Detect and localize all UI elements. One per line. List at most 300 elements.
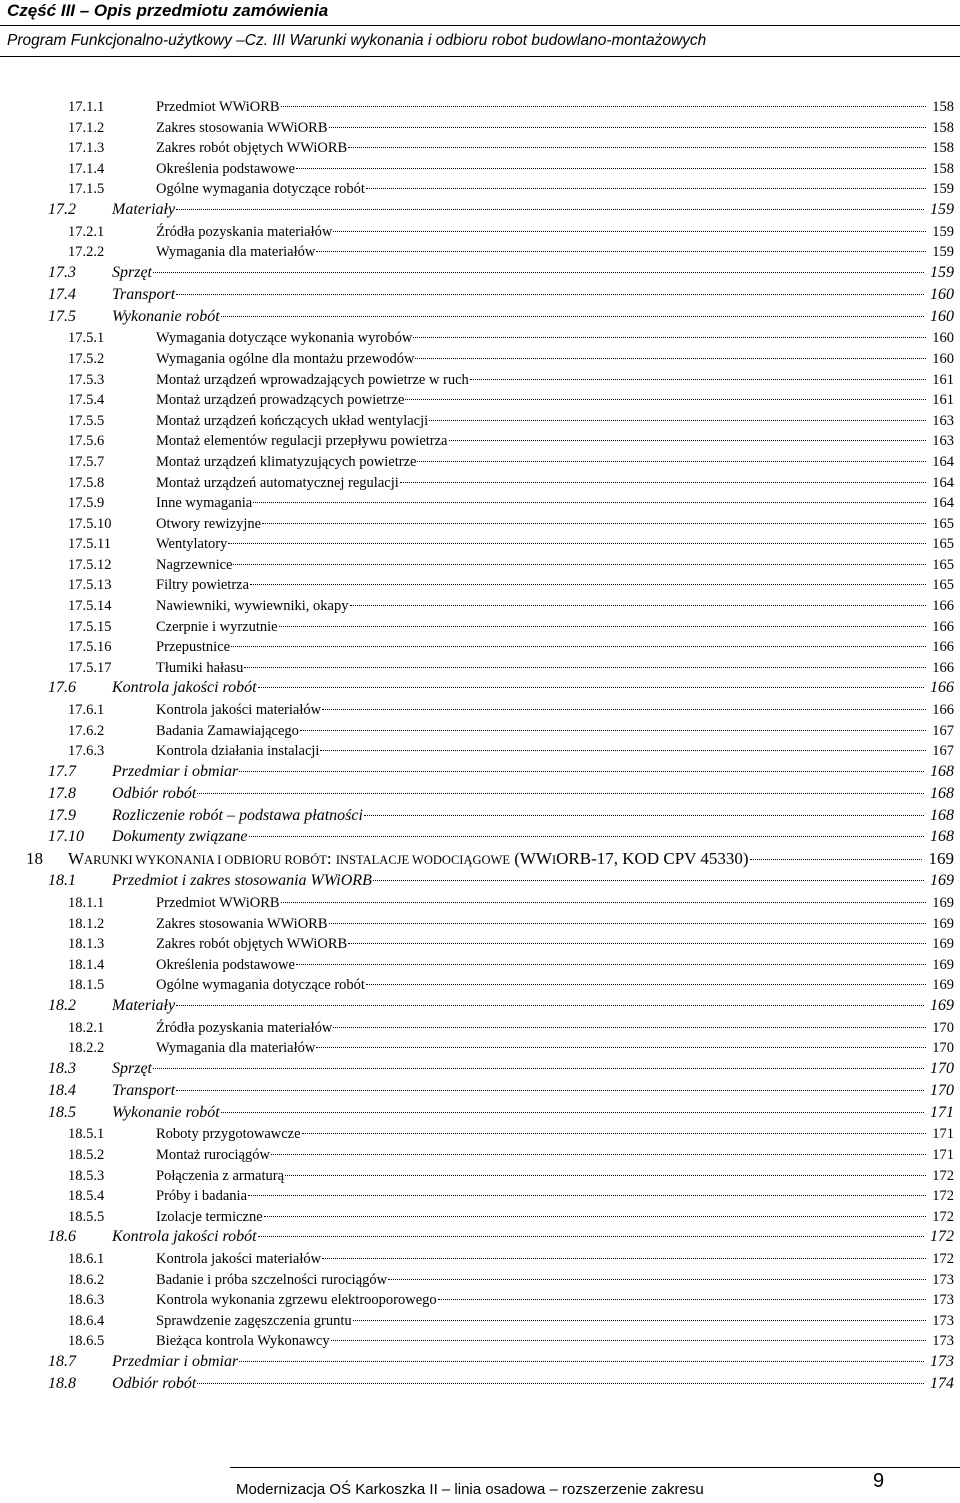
toc-entry-title: Bieżąca kontrola Wykonawcy [156, 1331, 954, 1351]
toc-entry-title-part: : [326, 849, 336, 869]
toc-entry[interactable] [0, 575, 960, 596]
toc-entry[interactable] [0, 975, 960, 996]
toc-entry-title: Kontrola jakości materiałów [156, 700, 954, 720]
toc-dot-leader [253, 502, 926, 503]
toc-entry[interactable] [0, 784, 960, 806]
toc-entry-page: 173 [932, 1312, 954, 1329]
toc-dot-leader [331, 1340, 926, 1341]
toc-entry[interactable] [0, 222, 960, 243]
toc-entry[interactable] [0, 452, 960, 473]
toc-entry[interactable] [0, 493, 960, 514]
toc-entry-title: Wentylatory [156, 534, 954, 554]
toc-dot-leader [258, 687, 924, 688]
toc-entry[interactable] [0, 596, 960, 617]
toc-entry-page: 171 [932, 1126, 954, 1143]
toc-entry[interactable] [0, 1207, 960, 1228]
toc-entry[interactable] [0, 955, 960, 976]
toc-entry-page: 159 [930, 200, 954, 218]
toc-entry-number: 17.10 [48, 828, 84, 846]
toc-dot-leader [350, 605, 927, 606]
toc-entry[interactable] [0, 658, 960, 679]
toc-entry-title: Źródła pozyskania materiałów [156, 222, 954, 242]
toc-entry-title: Montaż rurociągów [156, 1145, 954, 1165]
toc-entry-page: 160 [930, 307, 954, 325]
toc-entry-title: Montaż urządzeń kończących układ wentylacji [156, 411, 954, 431]
toc-entry-title: Materiały [112, 200, 954, 220]
toc-entry-title: Wykonanie robót [112, 307, 954, 327]
document-subtitle: Program Funkcjonalno-użytkowy –Cz. III Warunki wykonania i odbioru robot budowlano-montażowych [7, 32, 707, 49]
toc-entry-page: 164 [932, 453, 954, 470]
toc-entry-number: 17.1.1 [68, 99, 105, 115]
toc-entry[interactable] [0, 1145, 960, 1166]
toc-entry-page: 169 [930, 996, 954, 1014]
toc-entry-number: 18.3 [48, 1059, 76, 1077]
toc-entry-title: Kontrola jakości materiałów [156, 1249, 954, 1269]
toc-entry-title: Przedmiot WWiORB [156, 893, 954, 913]
footer-project-title: Modernizacja OŚ Karkoszka II – linia osadowa – rozszerzenie zakresu [236, 1481, 704, 1498]
toc-entry[interactable] [0, 1059, 960, 1081]
toc-dot-leader [449, 440, 927, 441]
toc-entry-page: 167 [932, 722, 954, 739]
toc-dot-leader [239, 1361, 924, 1362]
toc-entry-number: 17.2 [48, 200, 76, 218]
toc-entry-title: Ogólne wymagania dotyczące robót [156, 975, 954, 995]
toc-dot-leader [231, 646, 926, 647]
toc-entry-title: Otwory rewizyjne [156, 514, 954, 534]
toc-dot-leader [296, 168, 926, 169]
toc-entry-number: 17.5.2 [68, 350, 105, 367]
toc-entry[interactable] [0, 97, 960, 118]
toc-entry-page: 169 [932, 956, 954, 973]
toc-entry-page: 166 [932, 598, 954, 615]
toc-entry-title: Odbiór robót [112, 1374, 954, 1394]
toc-entry-number: 17.5.5 [68, 412, 105, 429]
toc-entry-page: 166 [932, 659, 954, 676]
toc-entry-number: 18.1.1 [68, 895, 105, 911]
toc-dot-leader [250, 584, 926, 585]
toc-entry-number: 17.5.16 [68, 639, 112, 656]
toc-entry[interactable] [0, 1270, 960, 1291]
toc-entry-title: Przedmiar i obmiar [112, 1352, 954, 1372]
toc-entry-page: 160 [930, 285, 954, 303]
toc-entry-page: 174 [930, 1374, 954, 1392]
toc-entry[interactable] [0, 473, 960, 494]
toc-entry-page: 172 [932, 1251, 954, 1268]
toc-entry-title: Określenia podstawowe [156, 955, 954, 975]
toc-entry[interactable] [0, 555, 960, 576]
toc-entry-page: 158 [932, 160, 954, 177]
toc-dot-leader [388, 1279, 926, 1280]
toc-dot-leader [248, 1195, 926, 1196]
toc-entry-number: 17.4 [48, 285, 76, 303]
toc-entry-title: Materiały [112, 996, 954, 1016]
footer-divider [230, 1467, 960, 1468]
toc-dot-leader [264, 1216, 926, 1217]
toc-entry-title: Dokumenty związane [112, 827, 954, 847]
toc-dot-leader [228, 543, 926, 544]
toc-entry[interactable] [0, 514, 960, 535]
toc-entry-number: 17.5.4 [68, 392, 105, 409]
toc-entry-number: 18.5.2 [68, 1146, 105, 1163]
toc-dot-leader [333, 231, 926, 232]
toc-dot-leader [470, 379, 926, 380]
toc-entry-number: 18.6.2 [68, 1271, 105, 1288]
toc-dot-leader [320, 750, 926, 751]
toc-entry-title: Izolacje termiczne [156, 1207, 954, 1227]
toc-dot-leader [281, 902, 926, 903]
toc-entry-title: Kontrola działania instalacji [156, 741, 954, 761]
toc-entry[interactable] [0, 200, 960, 222]
toc-entry-title: Wymagania dla materiałów [156, 242, 954, 262]
toc-entry-number: 17.6.1 [68, 702, 105, 719]
toc-entry[interactable] [0, 762, 960, 784]
toc-entry-page: 163 [932, 433, 954, 450]
toc-entry[interactable] [0, 721, 960, 742]
toc-entry[interactable] [0, 741, 960, 762]
toc-entry-page: 172 [930, 1228, 954, 1246]
toc-dot-leader [329, 923, 926, 924]
toc-entry-page: 173 [932, 1271, 954, 1288]
toc-entry-number: 17.5.15 [68, 618, 112, 635]
toc-entry-page: 173 [932, 1292, 954, 1309]
toc-dot-leader [333, 1027, 926, 1028]
toc-entry[interactable] [0, 1186, 960, 1207]
toc-entry-number: 17.5.9 [68, 495, 105, 512]
toc-entry-number: 18.5.3 [68, 1167, 105, 1184]
toc-dot-leader [413, 337, 926, 338]
toc-entry-title: Zakres stosowania WWiORB [156, 118, 954, 138]
toc-dot-leader [373, 880, 924, 881]
page-number: 9 [873, 1470, 885, 1492]
toc-dot-leader [750, 859, 922, 860]
toc-entry[interactable] [0, 827, 960, 849]
toc-entry-title: Montaż urządzeń wprowadzających powietrze w ruch [156, 370, 954, 390]
toc-entry-number: 17.1.3 [68, 140, 105, 157]
toc-entry-title: Sprawdzenie zagęszczenia gruntu [156, 1311, 954, 1331]
toc-entry-page: 173 [930, 1353, 954, 1371]
toc-entry-page: 158 [932, 99, 954, 115]
toc-entry-number: 18.2 [48, 996, 76, 1014]
toc-entry-page: 166 [932, 702, 954, 719]
toc-entry-page: 170 [932, 1019, 954, 1036]
toc-dot-leader [279, 626, 926, 627]
toc-entry[interactable] [0, 242, 960, 263]
toc-entry-page: 159 [932, 244, 954, 261]
toc-dot-leader [353, 1320, 926, 1321]
toc-entry[interactable] [0, 849, 960, 871]
toc-dot-leader [176, 209, 924, 210]
toc-entry[interactable] [0, 871, 960, 893]
toc-entry-page: 169 [928, 849, 954, 869]
toc-entry[interactable] [0, 411, 960, 432]
toc-dot-leader [285, 1175, 926, 1176]
toc-entry-page: 165 [932, 577, 954, 594]
toc-entry-number: 17.9 [48, 806, 76, 824]
toc-entry-page: 164 [932, 495, 954, 512]
toc-entry-title: Wymagania dotyczące wykonania wyrobów [156, 328, 954, 348]
toc-entry-page: 169 [932, 895, 954, 911]
toc-entry[interactable] [0, 307, 960, 329]
toc-entry[interactable] [0, 179, 960, 200]
toc-dot-leader [348, 147, 926, 148]
toc-entry-title: Przedmiot i zakres stosowania WWiORB [112, 871, 954, 891]
toc-dot-leader [176, 1090, 924, 1091]
toc-entry-title: Ogólne wymagania dotyczące robót [156, 179, 954, 199]
toc-entry-number: 17.1.2 [68, 119, 105, 136]
toc-entry[interactable] [0, 637, 960, 658]
toc-entry-page: 168 [930, 806, 954, 824]
toc-entry[interactable] [0, 1124, 960, 1145]
toc-entry-page: 173 [932, 1333, 954, 1350]
toc-entry-title: Tłumiki hałasu [156, 658, 954, 678]
toc-dot-leader [197, 1383, 924, 1384]
document-part-title: Część III – Opis przedmiotu zamówienia [7, 1, 329, 20]
toc-entry-page: 166 [930, 679, 954, 697]
toc-entry-title: Czerpnie i wyrzutnie [156, 617, 954, 637]
toc-dot-leader [322, 1258, 926, 1259]
toc-entry-title: Nagrzewnice [156, 555, 954, 575]
toc-entry[interactable] [0, 285, 960, 307]
toc-entry-number: 17.5.1 [68, 330, 105, 347]
toc-entry-page: 170 [930, 1059, 954, 1077]
toc-entry-number: 17.5.12 [68, 556, 112, 573]
toc-entry-page: 163 [932, 412, 954, 429]
toc-entry-number: 18.5 [48, 1103, 76, 1121]
toc-entry[interactable] [0, 390, 960, 411]
toc-entry-number: 17.5.6 [68, 433, 105, 450]
toc-dot-leader [329, 127, 926, 128]
toc-entry[interactable] [0, 534, 960, 555]
toc-entry-number: 18.5.1 [68, 1126, 105, 1143]
toc-dot-leader [221, 1112, 924, 1113]
toc-entry-title: Transport [112, 285, 954, 305]
toc-entry[interactable] [0, 678, 960, 700]
toc-entry-number: 18.4 [48, 1081, 76, 1099]
toc-entry-number: 18.1 [48, 872, 76, 890]
toc-entry-title: Próby i badania [156, 1186, 954, 1206]
toc-entry-number: 17.1.5 [68, 181, 105, 198]
toc-dot-leader [438, 1299, 926, 1300]
toc-dot-leader [429, 420, 926, 421]
toc-entry[interactable] [0, 138, 960, 159]
toc-entry-page: 168 [930, 763, 954, 781]
toc-entry[interactable] [0, 118, 960, 139]
toc-dot-leader [415, 358, 926, 359]
toc-dot-leader [221, 316, 924, 317]
toc-entry-title: Kontrola wykonania zgrzewu elektrooporowego [156, 1290, 954, 1310]
toc-entry-number: 17.5.3 [68, 371, 105, 388]
toc-dot-leader [197, 793, 924, 794]
toc-entry[interactable] [0, 806, 960, 828]
toc-entry-page: 166 [932, 618, 954, 635]
toc-entry-title: Sprzęt [112, 1059, 954, 1079]
toc-entry[interactable] [0, 1103, 960, 1125]
toc-dot-leader [417, 461, 926, 462]
toc-entry-number: 18.6 [48, 1228, 76, 1246]
toc-dot-leader [239, 771, 924, 772]
toc-entry-page: 158 [932, 140, 954, 157]
toc-entry-number: 17.1.4 [68, 160, 105, 177]
toc-entry-number: 18.6.3 [68, 1292, 105, 1309]
toc-entry-title: Montaż urządzeń prowadzących powietrze [156, 390, 954, 410]
toc-dot-leader [249, 836, 924, 837]
toc-entry[interactable] [0, 617, 960, 638]
toc-entry[interactable] [0, 1352, 960, 1374]
toc-entry-page: 165 [932, 536, 954, 553]
toc-entry-title [68, 849, 954, 870]
toc-entry-page: 168 [930, 784, 954, 802]
toc-dot-leader [364, 815, 924, 816]
toc-dot-leader [405, 399, 926, 400]
toc-dot-leader [400, 482, 926, 483]
toc-entry-page: 171 [932, 1146, 954, 1163]
toc-entry-page: 160 [932, 330, 954, 347]
toc-entry[interactable] [0, 1374, 960, 1396]
toc-entry-title: Odbiór robót [112, 784, 954, 804]
toc-entry-title: Przedmiar i obmiar [112, 762, 954, 782]
toc-entry-page: 166 [932, 639, 954, 656]
toc-entry[interactable] [0, 914, 960, 935]
toc-entry-title: Wymagania ogólne dla montażu przewodów [156, 349, 954, 369]
toc-entry[interactable] [0, 1166, 960, 1187]
toc-entry[interactable] [0, 1038, 960, 1059]
toc-entry-page: 159 [930, 263, 954, 281]
toc-entry-number: 17.5.7 [68, 453, 105, 470]
toc-entry[interactable] [0, 349, 960, 370]
toc-entry-number: 17.5.14 [68, 598, 112, 615]
toc-entry-title: Montaż urządzeń klimatyzujących powietrze [156, 452, 954, 472]
toc-entry-title: Nawiewniki, wywiewniki, okapy [156, 596, 954, 616]
toc-entry-number: 18.6.5 [68, 1333, 105, 1350]
toc-entry-title: Zakres stosowania WWiORB [156, 914, 954, 934]
toc-entry-title: Inne wymagania [156, 493, 954, 513]
toc-entry-title: Połączenia z armaturą [156, 1166, 954, 1186]
toc-entry-number: 18.1.2 [68, 915, 105, 932]
toc-entry-number: 18.6.4 [68, 1312, 105, 1329]
toc-entry-title: Przedmiot WWiORB [156, 97, 954, 117]
toc-dot-leader [271, 1154, 926, 1155]
toc-entry-title: Montaż urządzeń automatycznej regulacji [156, 473, 954, 493]
toc-entry-number: 17.5.10 [68, 515, 112, 532]
toc-entry-title: Roboty przygotowawcze [156, 1124, 954, 1144]
toc-entry-number: 17.5.17 [68, 659, 112, 676]
toc-entry-title-part: (WW [509, 849, 552, 869]
toc-dot-leader [262, 523, 926, 524]
toc-entry-page: 158 [932, 119, 954, 136]
toc-entry-page: 172 [932, 1167, 954, 1184]
toc-entry-title-part: INSTALACJE WODOCIĄGOWE [335, 853, 510, 868]
toc-dot-leader [176, 1005, 924, 1006]
toc-entry-title-part: I [551, 853, 557, 868]
toc-entry[interactable] [0, 1227, 960, 1249]
table-of-contents [0, 97, 960, 1396]
toc-entry-number: 17.5.8 [68, 474, 105, 491]
toc-dot-leader [316, 251, 926, 252]
toc-dot-leader [348, 943, 926, 944]
toc-entry-page: 169 [932, 936, 954, 953]
toc-entry-number: 17.7 [48, 763, 76, 781]
toc-entry-number: 17.2.2 [68, 244, 105, 261]
toc-entry[interactable] [0, 1331, 960, 1352]
toc-entry[interactable] [0, 328, 960, 349]
toc-entry-number: 18.7 [48, 1353, 76, 1371]
toc-dot-leader [322, 709, 926, 710]
toc-entry[interactable] [0, 1081, 960, 1103]
toc-entry-title: Badanie i próba szczelności rurociągów [156, 1270, 954, 1290]
toc-dot-leader [176, 294, 924, 295]
toc-entry-number: 17.6 [48, 679, 76, 697]
toc-dot-leader [233, 564, 926, 565]
header-divider-top [0, 25, 960, 26]
toc-entry-title: Transport [112, 1081, 954, 1101]
toc-entry-number: 18.6.1 [68, 1251, 105, 1268]
toc-entry-page: 169 [930, 872, 954, 890]
toc-dot-leader [300, 730, 926, 731]
toc-entry[interactable] [0, 263, 960, 285]
toc-entry-title: Źródła pozyskania materiałów [156, 1018, 954, 1038]
header-divider-bottom [0, 56, 960, 57]
toc-dot-leader [281, 106, 926, 107]
toc-entry-number: 17.6.2 [68, 722, 105, 739]
toc-entry[interactable] [0, 996, 960, 1018]
toc-entry-number: 18.2.1 [68, 1019, 105, 1036]
toc-entry[interactable] [0, 1018, 960, 1039]
toc-dot-leader [366, 984, 926, 985]
toc-entry-number: 18.8 [48, 1374, 76, 1392]
toc-entry[interactable] [0, 1249, 960, 1270]
toc-entry-page: 172 [932, 1208, 954, 1225]
toc-dot-leader [258, 1236, 924, 1237]
toc-entry-number: 17.6.3 [68, 743, 105, 760]
toc-entry[interactable] [0, 431, 960, 452]
toc-entry-title: Zakres robót objętych WWiORB [156, 138, 954, 158]
toc-entry-title: Montaż elementów regulacji przepływu powietrza [156, 431, 954, 451]
toc-entry-page: 165 [932, 515, 954, 532]
toc-entry-title: Określenia podstawowe [156, 159, 954, 179]
toc-entry[interactable] [0, 1290, 960, 1311]
toc-dot-leader [153, 1068, 924, 1069]
toc-entry-number: 17.2.1 [68, 223, 105, 240]
toc-entry-page: 167 [932, 743, 954, 760]
toc-entry-number: 18.5.4 [68, 1188, 105, 1205]
toc-entry-page: 161 [932, 392, 954, 409]
toc-entry-title: Kontrola jakości robót [112, 678, 954, 698]
toc-entry[interactable] [0, 370, 960, 391]
toc-entry[interactable] [0, 934, 960, 955]
toc-entry[interactable] [0, 893, 960, 914]
toc-entry[interactable] [0, 700, 960, 721]
toc-entry-number: 18.5.5 [68, 1208, 105, 1225]
toc-entry-title-part: ARUNKI WYKONANIA I ODBIORU ROBÓT [84, 853, 327, 868]
toc-entry-title: Badania Zamawiającego [156, 721, 954, 741]
toc-entry-page: 169 [932, 915, 954, 932]
toc-entry-number: 17.8 [48, 784, 76, 802]
toc-entry-title-part: W [68, 849, 85, 869]
toc-entry-number: 17.3 [48, 263, 76, 281]
toc-entry-page: 165 [932, 556, 954, 573]
toc-entry-title: Filtry powietrza [156, 575, 954, 595]
toc-dot-leader [302, 1133, 926, 1134]
toc-entry-page: 171 [930, 1103, 954, 1121]
toc-entry-page: 170 [930, 1081, 954, 1099]
toc-entry-page: 169 [932, 977, 954, 994]
toc-entry-number: 18.1.3 [68, 936, 105, 953]
toc-entry[interactable] [0, 159, 960, 180]
toc-entry[interactable] [0, 1311, 960, 1332]
toc-entry-number: 17.5.11 [68, 536, 111, 553]
toc-dot-leader [366, 188, 926, 189]
toc-entry-title: Kontrola jakości robót [112, 1227, 954, 1247]
